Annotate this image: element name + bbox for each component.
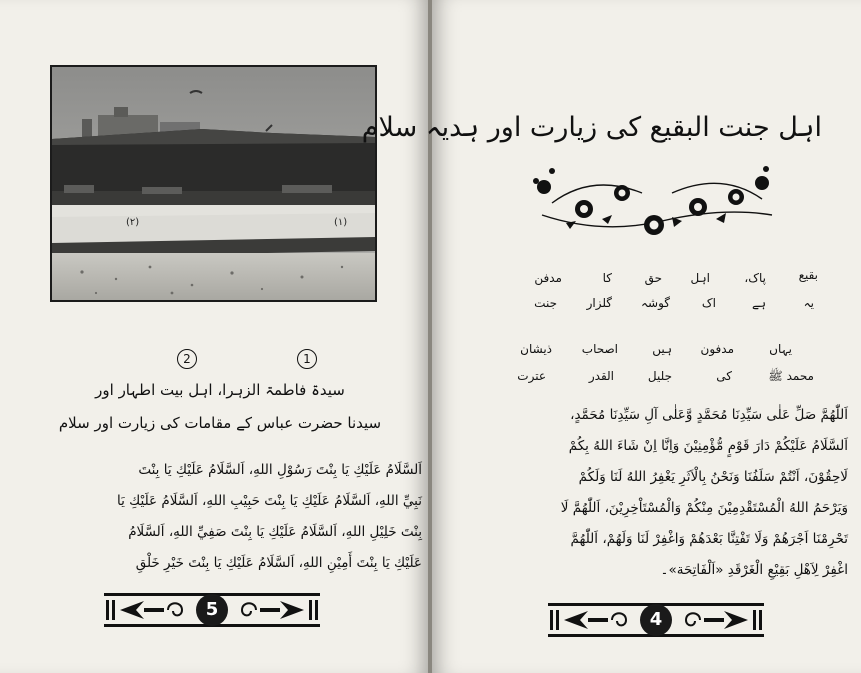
cemetery-photo — [50, 65, 377, 302]
poem-word: کا — [602, 271, 612, 285]
photo-marker-2: (۲) — [126, 217, 140, 228]
poem-word: مدفن — [534, 271, 562, 285]
poem-word: گوشہ — [641, 296, 670, 310]
poem-word: مدفون — [700, 342, 734, 356]
poem-word: ہیں — [652, 342, 672, 356]
poem-word: اک — [701, 296, 716, 310]
page-number: 5 — [196, 594, 228, 626]
poem-word: اہل — [690, 271, 710, 285]
poem-word: عترت — [517, 369, 546, 383]
salutation-line: بِنْتَ خَلِيْلِ اللهِ، اَلسَّلَامُ عَلَيْكِ يَا بِنْتَ صَفِيِّ اللهِ، اَلسَّلَامُ — [128, 524, 422, 540]
dua-line: اَللّٰهُمَّ صَلِّ عَلٰى سَيِّدِنَا مُحَمَّدٍ وَّعَلٰى آلِ سَيِّدِنَا مُحَمَّدٍ، — [570, 407, 848, 423]
salutation-text — [40, 455, 422, 579]
poem-word: یہاں — [769, 342, 792, 356]
dua-line: وَيَرْحَمُ اللهُ الْمُسْتَقْدِمِيْنَ مِنْكُمْ وَالْمُسْتَاْخِرِيْنَ، اَللّٰهُمَّ لَا — [560, 500, 848, 516]
page-title: اہل جنت البقیع کی زیارت اور ہدیہ سلام — [361, 112, 822, 143]
legend-number-1: 1 — [297, 349, 317, 369]
poem-word: گلزار — [586, 296, 612, 310]
poem-word: حق — [644, 271, 662, 285]
photo-marker-1: (۱) — [334, 217, 348, 228]
salutation-line: عَلَيْكِ يَا بِنْتَ أَمِيْنِ اللهِ، اَلسَّلَامُ عَلَيْكِ يَا بِنْتَ خَيْرِ خَلْقِ — [135, 555, 422, 571]
poem-word: کی — [716, 369, 732, 383]
photo-image — [52, 67, 375, 300]
dua-text — [470, 400, 848, 586]
dua-line: لَاحِقُوْنَ، اَنْتُمْ سَلَفُنَا وَنَحْنُ بِالْاَثَرِ يَغْفِرُ اللهُ لَنَا وَلَكُمْ — [578, 469, 848, 485]
poem-word: یہ — [803, 296, 814, 310]
page-number: 4 — [640, 604, 672, 636]
dua-line: اَلسَّلَامُ عَلَيْكُمْ دَارَ قَوْمٍ مُّؤْمِنِيْنَ وَاِنَّا اِنْ شَاءَ اللهُ بِكُمْ — [568, 438, 848, 454]
floral-ornament — [522, 153, 782, 253]
caption-line-1: سیدۃ فاطمۃ الزہرا، اہل بیت اطہار اور — [95, 381, 345, 399]
poem-word: ہے — [751, 296, 766, 310]
poem-word: اصحاب — [581, 342, 618, 356]
poem-word: جنت — [534, 296, 557, 310]
poem-word: القدر — [588, 369, 614, 383]
poem-word: پاک، — [744, 271, 766, 285]
urdu-poem — [472, 268, 822, 388]
poem-word: بقیع — [798, 268, 818, 282]
salutation-line: نَبِيِّ اللهِ، اَلسَّلَامُ عَلَيْكِ يَا بِنْتَ حَبِيْبِ اللهِ، اَلسَّلَامُ عَلَيْكِ يَا — [116, 493, 422, 509]
left-page — [0, 0, 428, 673]
poem-word: محمد ﷺ — [768, 369, 814, 383]
caption-line-2: سیدنا حضرت عباس کے مقامات کی زیارت اور سلام — [58, 414, 382, 432]
right-page — [361, 0, 861, 673]
poem-word: ذیشان — [520, 342, 552, 356]
dua-line: اغْفِرْ لِاَهْلِ بَقِيْعِ الْغَرْقَدِ «اَلْفَاتِحَة»۔ — [660, 562, 848, 578]
dua-line: تَحْرِمْنَا اَجْرَهُمْ وَلَا تَفْتِنَّا بَعْدَهُمْ وَاغْفِرْ لَنَا وَلَهُمْ، اَللّٰهُمَّ — [570, 531, 848, 547]
salutation-line: اَلسَّلَامُ عَلَيْكِ يَا بِنْتَ رَسُوْلِ اللهِ، اَلسَّلَامُ عَلَيْكِ يَا بِنْتَ — [138, 462, 422, 478]
poem-word: جلیل — [647, 369, 672, 383]
legend-number-2: 2 — [177, 349, 197, 369]
